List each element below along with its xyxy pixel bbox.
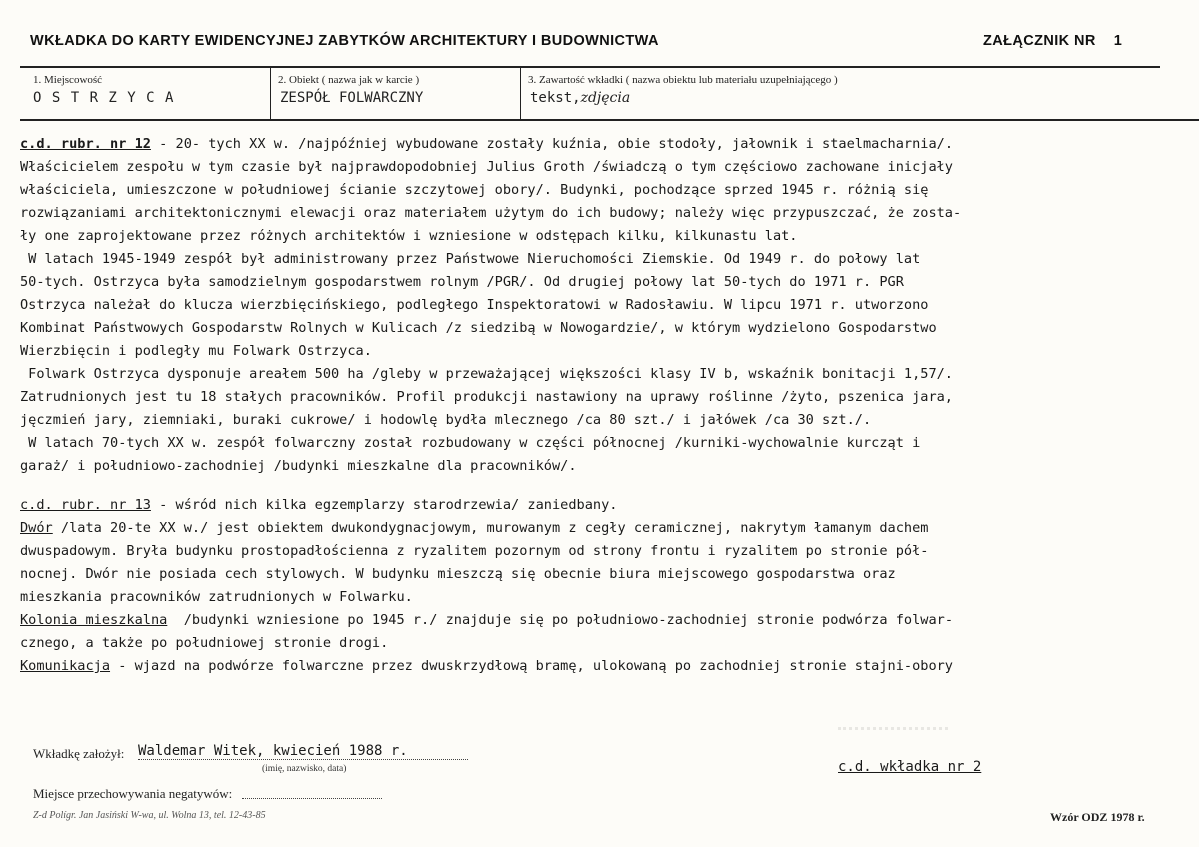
paragraph-gap xyxy=(20,478,1199,494)
object-value: ZESPÓŁ FOLWARCZNY xyxy=(280,90,424,106)
text-line: Folwark Ostrzyca dysponuje areałem 500 ha /gleby w przeważającej większości klasy IV b, wskaźnik bonitacji 1,57/. xyxy=(20,366,953,382)
text-line: Kombinat Państwowych Gospodarstw Rolnych w Kulicach /z siedzibą w Nowogardzie/, w którym wydzielono Gospodarstwo xyxy=(20,320,937,336)
form-title: WKŁADKA DO KARTY EWIDENCYJNEJ ZABYTKÓW ARCHITEKTURY I BUDOWNICTWA xyxy=(30,33,659,49)
content-value xyxy=(530,90,630,106)
negatives-label: Miejsce przechowywania negatywów: xyxy=(33,786,233,801)
text-line: c.d. rubr. nr 13 - wśród nich kilka egzemplarzy starodrzewia/ zaniedbany. xyxy=(20,497,618,513)
text-line: c.d. rubr. nr 12 - 20- tych XX w. /najpóźniej wybudowane zostały kuźnia, obie stodoły, jałownik i staelmacharnia/. xyxy=(20,136,953,152)
faint-stamp-mark xyxy=(838,727,948,740)
text-line: Właścicielem zespołu w tym czasie był najprawdopodobniej Julius Groth /świadczą o tym częściowo zachowane inicjały xyxy=(20,159,953,175)
section-ref-rubr-13: c.d. rubr. nr 13 xyxy=(20,497,151,513)
negatives-field xyxy=(242,786,382,799)
content-value-handwritten: zdjęcia xyxy=(580,90,631,106)
locality-label: 1. Miejscowość xyxy=(33,74,103,86)
author-value: Waldemar Witek, kwiecień 1988 r. xyxy=(138,743,468,760)
field-divider-1 xyxy=(270,66,271,120)
text-line: 50-tych. Ostrzyca była samodzielnym gospodarstwem rolnym /PGR/. Od drugiej połowy lat 50-tych do 1971 r. PGR xyxy=(20,274,904,290)
text-line: jęczmień jary, ziemniaki, buraki cukrowe/ i hodowlę bydła mlecznego /ca 80 szt./ i jałówek /ca 30 szt./. xyxy=(20,412,872,428)
text-line: rozwiązaniami architektonicznymi elewacji oraz materiałem użytym do ich budowy; należy więc przypuszczać, że zosta- xyxy=(20,205,962,221)
heading-dwor: Dwór xyxy=(20,520,53,536)
field-divider-2 xyxy=(520,66,521,120)
text-line: Zatrudnionych jest tu 18 stałych pracowników. Profil produkcji nastawiony na uprawy roślinne /żyto, pszenica jara, xyxy=(20,389,953,405)
document-body xyxy=(20,133,1199,678)
author-hint: (imię, nazwisko, data) xyxy=(262,764,347,774)
header-top-rule xyxy=(20,66,1160,68)
heading-komunikacja: Komunikacja xyxy=(20,658,111,674)
text-line: W latach 70-tych XX w. zespół folwarczny został rozbudowany w części północnej /kurniki-wychowalnie kurcząt i xyxy=(20,435,921,451)
attachment-number-value: 1 xyxy=(1113,33,1123,49)
text-line: Kolonia mieszkalna /budynki wzniesione po 1945 r./ znajduje się po południowo-zachodniej stronie podwórza folwar- xyxy=(20,612,954,628)
continued-reference: c.d. wkładka nr 2 xyxy=(838,759,982,775)
text-line: nocnej. Dwór nie posiada cech stylowych. W budynku mieszczą się obecnie biura miejscowego gospodarstwa oraz xyxy=(20,566,896,582)
text-line: Dwór /lata 20-te XX w./ jest obiektem dwukondygnacjowym, murowanym z cegły ceramicznej, nakrytym łamanym dachem xyxy=(20,520,929,536)
text-line: właściciela, umieszczone w południowej ścianie szczytowej obory/. Budynki, pochodzące sprzed 1945 r. różnią się xyxy=(20,182,929,198)
header-bottom-rule xyxy=(20,119,1199,121)
attachment-number xyxy=(983,33,1122,49)
locality-value: O S T R Z Y C A xyxy=(33,90,175,106)
text-line: mieszkania pracowników zatrudnionych w Folwarku. xyxy=(20,589,413,605)
content-label: 3. Zawartość wkładki ( nazwa obiektu lub materiału uzupełniającego ) xyxy=(528,74,838,86)
text-line: Ostrzyca należał do klucza wierzbięcińskiego, podległego Inspektoratowi w Radosławiu. W lipcu 1971 r. utworzono xyxy=(20,297,929,313)
heading-kolonia: Kolonia mieszkalna xyxy=(20,612,168,628)
text-line: W latach 1945-1949 zespół był administrowany przez Państwowe Nieruchomości Ziemskie. Od 1949 r. do połowy lat xyxy=(20,251,921,267)
printer-imprint: Z-d Polígr. Jan Jasiński W-wa, ul. Wolna 13, tel. 12-43-85 xyxy=(33,810,266,821)
text-line: garaż/ i południowo-zachodniej /budynki mieszkalne dla pracowników/. xyxy=(20,458,577,474)
content-value-typed: tekst, xyxy=(530,90,581,106)
text-line: Komunikacja - wjazd na podwórze folwarczne przez dwuskrzydłową bramę, ulokowaną po zachodniej stronie stajni-obory xyxy=(20,658,953,674)
text-line: ły one zaprojektowane przez różnych architektów i wzniesione w odstępach kilku, kilkunastu lat. xyxy=(20,228,798,244)
attachment-label: ZAŁĄCZNIK NR xyxy=(983,33,1096,49)
text-line: Wierzbięcin i podległy mu Folwark Ostrzyca. xyxy=(20,343,372,359)
section-ref-rubr-12: c.d. rubr. nr 12 xyxy=(20,136,151,152)
form-id: Wzór ODZ 1978 r. xyxy=(1050,810,1145,824)
text-line: dwuspadowym. Bryła budynku prostopadłościenna z ryzalitem pozornym od strony frontu i ryzalitem po stronie pół- xyxy=(20,543,929,559)
text-line: cznego, a także po południowej stronie drogi. xyxy=(20,635,389,651)
object-label: 2. Obiekt ( nazwa jak w karcie ) xyxy=(278,74,420,86)
author-label: Wkładkę założył: xyxy=(33,746,125,761)
